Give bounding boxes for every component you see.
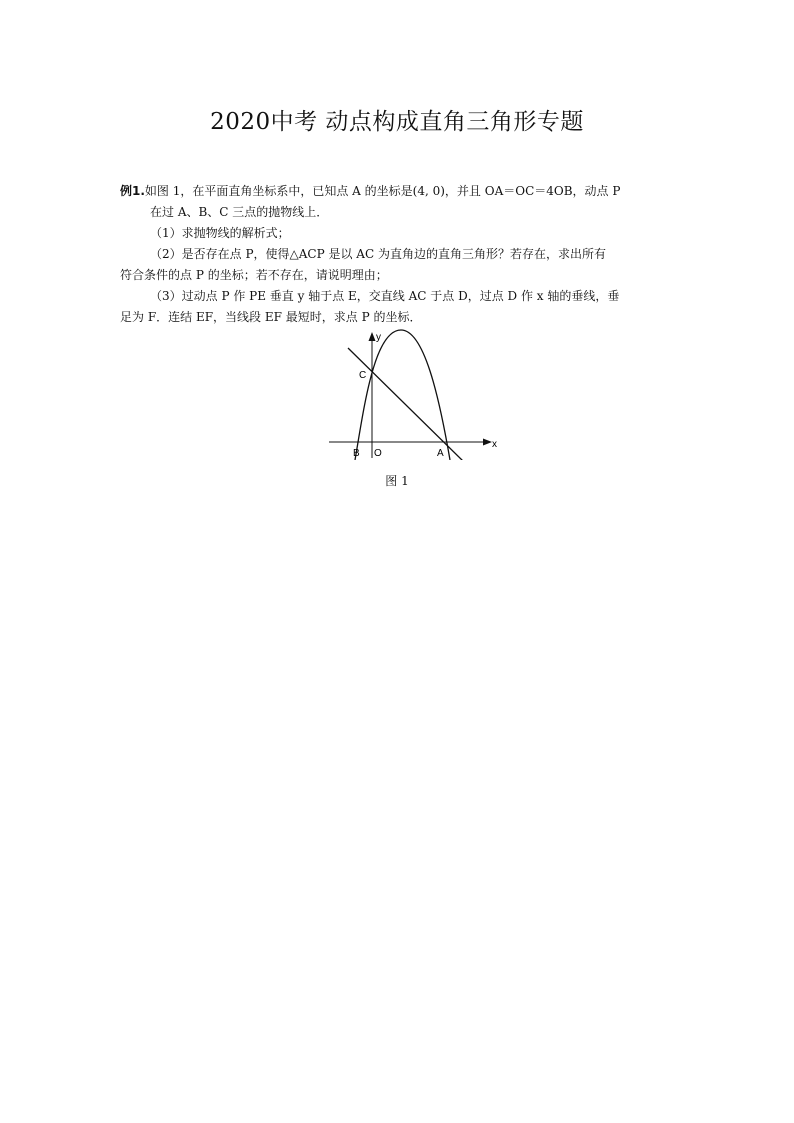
figure-caption: 图 1 xyxy=(385,474,409,488)
problem-text-line: 如图 1，在平面直角坐标系中，已知点 A 的坐标是(4, 0)，并且 OA＝OC＝4OB，动点 P xyxy=(144,184,621,198)
figure-1-diagram xyxy=(326,328,498,460)
question-2: （2）是否存在点 P，使得△ACP 是以 AC 为直角边的直角三角形？若存在，求出所有 xyxy=(150,247,606,261)
problem-line-2: 在过 A、B、C 三点的抛物线上． xyxy=(150,205,329,219)
question-1: （1）求抛物线的解析式； xyxy=(150,226,290,240)
x-axis-arrow-icon xyxy=(483,439,492,446)
axis-label-x: x xyxy=(492,439,497,450)
axis-label-y: y xyxy=(376,332,381,343)
point-label-a: A xyxy=(437,448,444,459)
parabola-curve xyxy=(355,330,450,460)
problem-label: 例1. xyxy=(120,184,145,198)
question-2-continued: 符合条件的点 P 的坐标；若不存在，请说明理由； xyxy=(120,268,388,282)
question-3: （3）过动点 P 作 PE 垂直 y 轴于点 E，交直线 AC 于点 D，过点 D 作 x 轴的垂线，垂 xyxy=(150,289,620,303)
problem-line-1 xyxy=(120,181,680,202)
problem-example-1 xyxy=(120,181,680,328)
y-axis-arrow-icon xyxy=(369,332,376,341)
point-label-b: B xyxy=(353,448,360,459)
page-title: 2020中考 动点构成直角三角形专题 xyxy=(210,109,584,135)
point-label-o: O xyxy=(374,448,382,459)
question-3-continued: 足为 F．连结 EF，当线段 EF 最短时，求点 P 的坐标． xyxy=(120,310,422,324)
point-label-c: C xyxy=(359,370,367,381)
